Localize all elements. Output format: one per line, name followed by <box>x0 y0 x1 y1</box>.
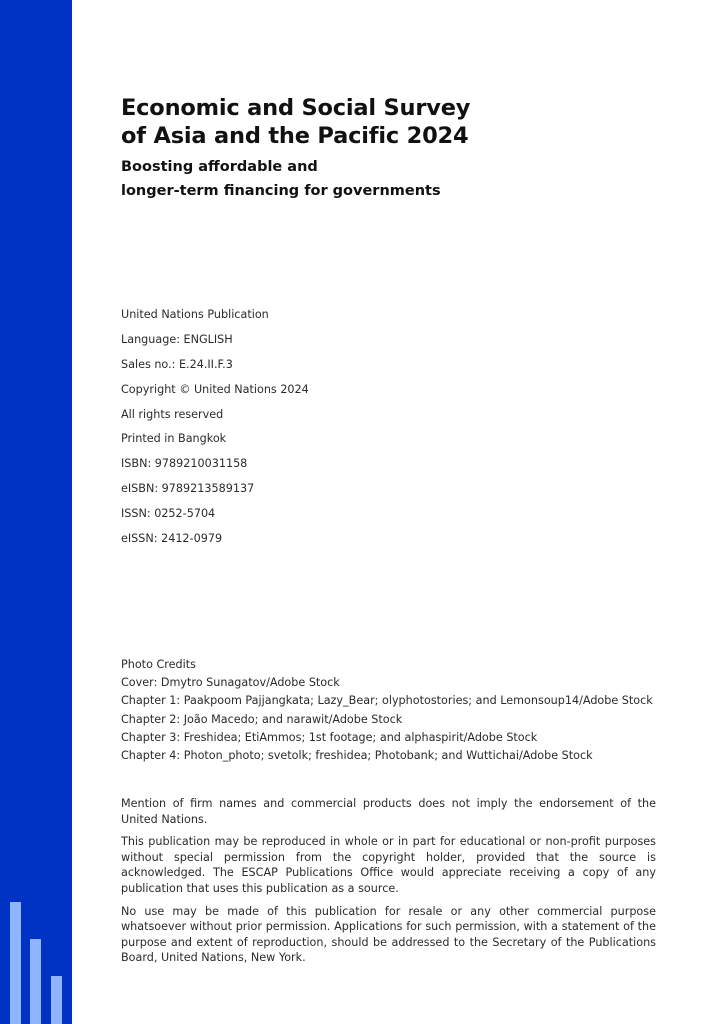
pub-info-publisher: United Nations Publication <box>121 308 269 321</box>
subtitle-line-2: longer-term financing for governments <box>121 182 441 199</box>
photo-credits <box>121 656 653 765</box>
title-line-2: of Asia and the Pacific 2024 <box>121 123 469 149</box>
notice-endorsement: Mention of firm names and commercial products does not imply the endorsement of the United Nations. <box>121 797 656 826</box>
photo-credit-chapter-1: Chapter 1: Paakpoom Pajjangkata; Lazy_Bear; olyphotostories; and Lemonsoup14/Adobe Stock <box>121 694 653 708</box>
page-subtitle <box>121 156 681 203</box>
sidebar-bar-tall <box>10 902 21 1024</box>
photo-credit-cover: Cover: Dmytro Sunagatov/Adobe Stock <box>121 676 340 690</box>
subtitle-line-1: Boosting affordable and <box>121 159 318 175</box>
notice-reproduction: This publication may be reproduced in whole or in part for educational or non-profit purposes without special permission from the copyright holder, provided that the source is acknowledged. The ESCAP Publications Office would appreciate receiving a copy of any publication that uses this publication as a source. <box>121 835 656 895</box>
pub-info-eisbn: eISBN: 9789213589137 <box>121 482 255 496</box>
pub-info-rights: All rights reserved <box>121 407 224 421</box>
photo-credit-chapter-3: Chapter 3: Freshidea; EtiAmmos; 1st footage; and alphaspirit/Adobe Stock <box>121 730 538 744</box>
photo-credit-chapter-2: Chapter 2: João Macedo; and narawit/Adobe Stock <box>121 712 403 726</box>
page-title <box>121 94 681 150</box>
sidebar-bar-medium <box>30 939 41 1024</box>
pub-info-sales-no: Sales no.: E.24.II.F.3 <box>121 357 233 371</box>
photo-credit-chapter-4: Chapter 4: Photon_photo; svetolk; freshidea; Photobank; and Wuttichai/Adobe Stock <box>121 748 593 762</box>
legal-notices <box>121 796 656 973</box>
pub-info-language: Language: ENGLISH <box>121 332 233 346</box>
pub-info-printed: Printed in Bangkok <box>121 432 227 446</box>
title-block <box>121 94 681 203</box>
pub-info-isbn: ISBN: 9789210031158 <box>121 457 248 471</box>
notice-resale: No use may be made of this publication for resale or any other commercial purpose whatsoever without prior permission. Applications for such permission, with a statement of the purpose and extent of reproduction, should be addressed to the Secretary of the Publications Board, United Nations, New York. <box>121 904 656 965</box>
pub-info-copyright: Copyright © United Nations 2024 <box>121 382 309 396</box>
title-line-1: Economic and Social Survey <box>121 95 471 121</box>
pub-info-issn: ISSN: 0252-5704 <box>121 507 216 521</box>
photo-credits-heading: Photo Credits <box>121 658 196 671</box>
publication-info-list <box>121 306 309 555</box>
pub-info-eissn: eISSN: 2412-0979 <box>121 532 223 546</box>
sidebar-bar-short <box>51 976 62 1024</box>
blue-sidebar <box>0 0 72 1024</box>
